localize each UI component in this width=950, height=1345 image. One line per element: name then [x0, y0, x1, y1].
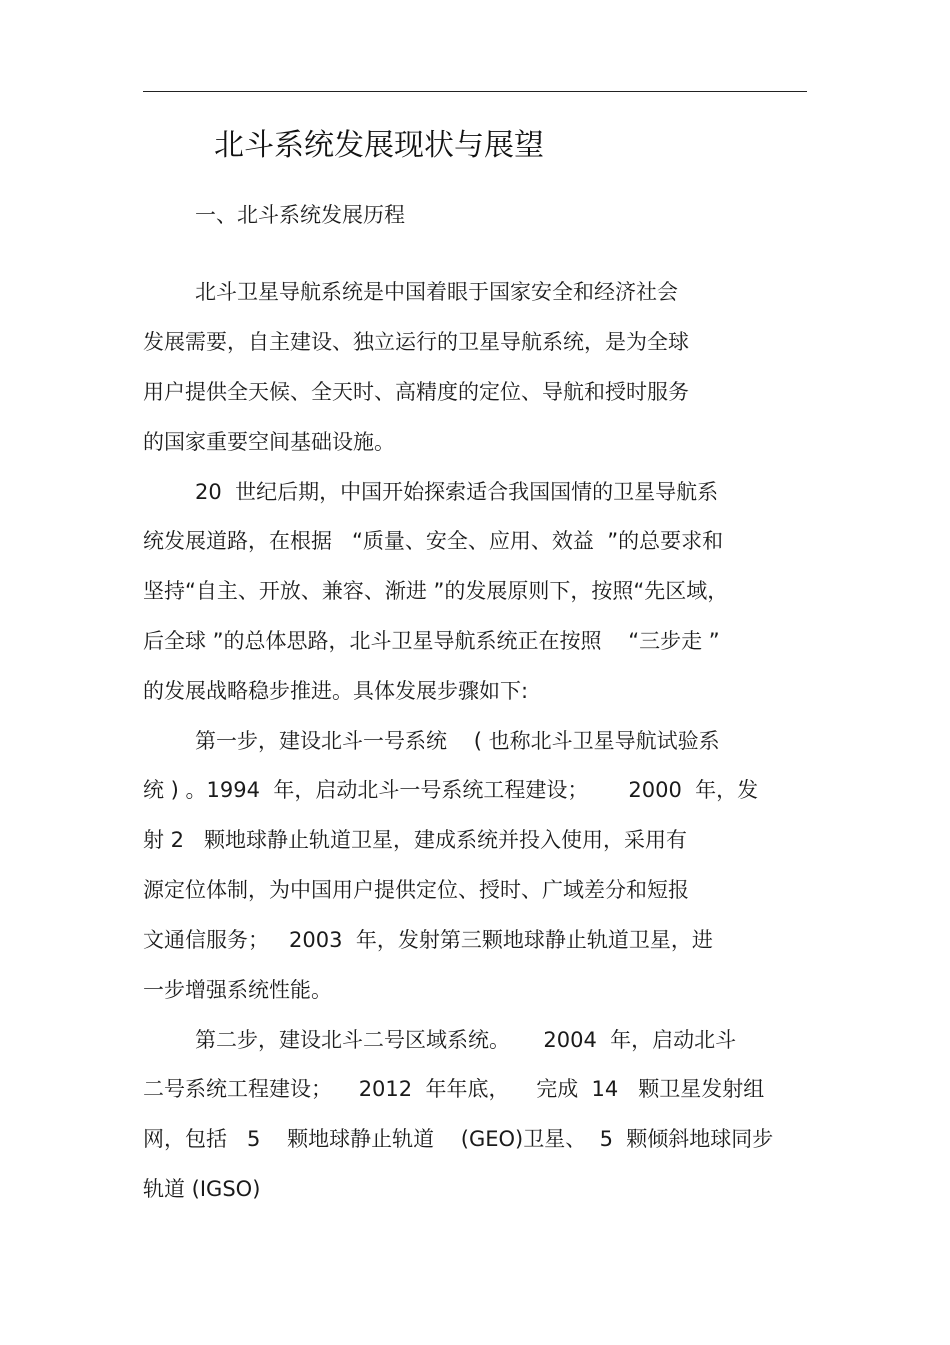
document-title: 北斗系统发展现状与展望 [214, 128, 544, 163]
paragraph-line: 的发展战略稳步推进。具体发展步骤如下: [143, 679, 529, 703]
paragraph-line: 的国家重要空间基础设施。 [143, 430, 395, 454]
paragraph-line: 北斗卫星导航系统是中国着眼于国家安全和经济社会 [195, 280, 678, 304]
paragraph-line: 后全球 ”的总体思路，北斗卫星导航系统正在按照 “三步走 ” [143, 629, 720, 653]
paragraph-line: 源定位体制，为中国用户提供定位、授时、广域差分和短报 [143, 878, 689, 902]
paragraph-line: 二号系统工程建设； 2012 年年底， 完成 14 颗卫星发射组 [143, 1077, 765, 1101]
paragraph-line: 第二步，建设北斗二号区域系统。 2004 年，启动北斗 [195, 1028, 737, 1052]
paragraph-line: 轨道 (IGSO) [143, 1177, 261, 1201]
paragraph-line: 20 世纪后期，中国开始探索适合我国国情的卫星导航系 [195, 480, 719, 504]
paragraph-line: 统 ) 。1994 年，启动北斗一号系统工程建设； 2000 年，发 [143, 778, 759, 802]
paragraph-line: 发展需要，自主建设、独立运行的卫星导航系统，是为全球 [143, 330, 689, 354]
paragraph-line: 统发展道路，在根据 “质量、安全、应用、效益 ”的总要求和 [143, 529, 724, 553]
paragraph-line: 一步增强系统性能。 [143, 978, 332, 1002]
paragraph-line: 文通信服务； 2003 年，发射第三颗地球静止轨道卫星，进 [143, 928, 713, 952]
paragraph-line: 网，包括 5 颗地球静止轨道 (GEO)卫星、 5 颗倾斜地球同步 [143, 1127, 774, 1151]
section-heading: 一、北斗系统发展历程 [195, 203, 405, 227]
paragraph-line: 射 2 颗地球静止轨道卫星，建成系统并投入使用，采用有 [143, 828, 688, 852]
paragraph-line: 第一步，建设北斗一号系统 ( 也称北斗卫星导航试验系 [195, 729, 720, 753]
header-rule [143, 91, 807, 92]
paragraph-line: 用户提供全天候、全天时、高精度的定位、导航和授时服务 [143, 380, 689, 404]
paragraph-line: 坚持“自主、开放、兼容、渐进 ”的发展原则下，按照“先区域， [143, 579, 729, 603]
